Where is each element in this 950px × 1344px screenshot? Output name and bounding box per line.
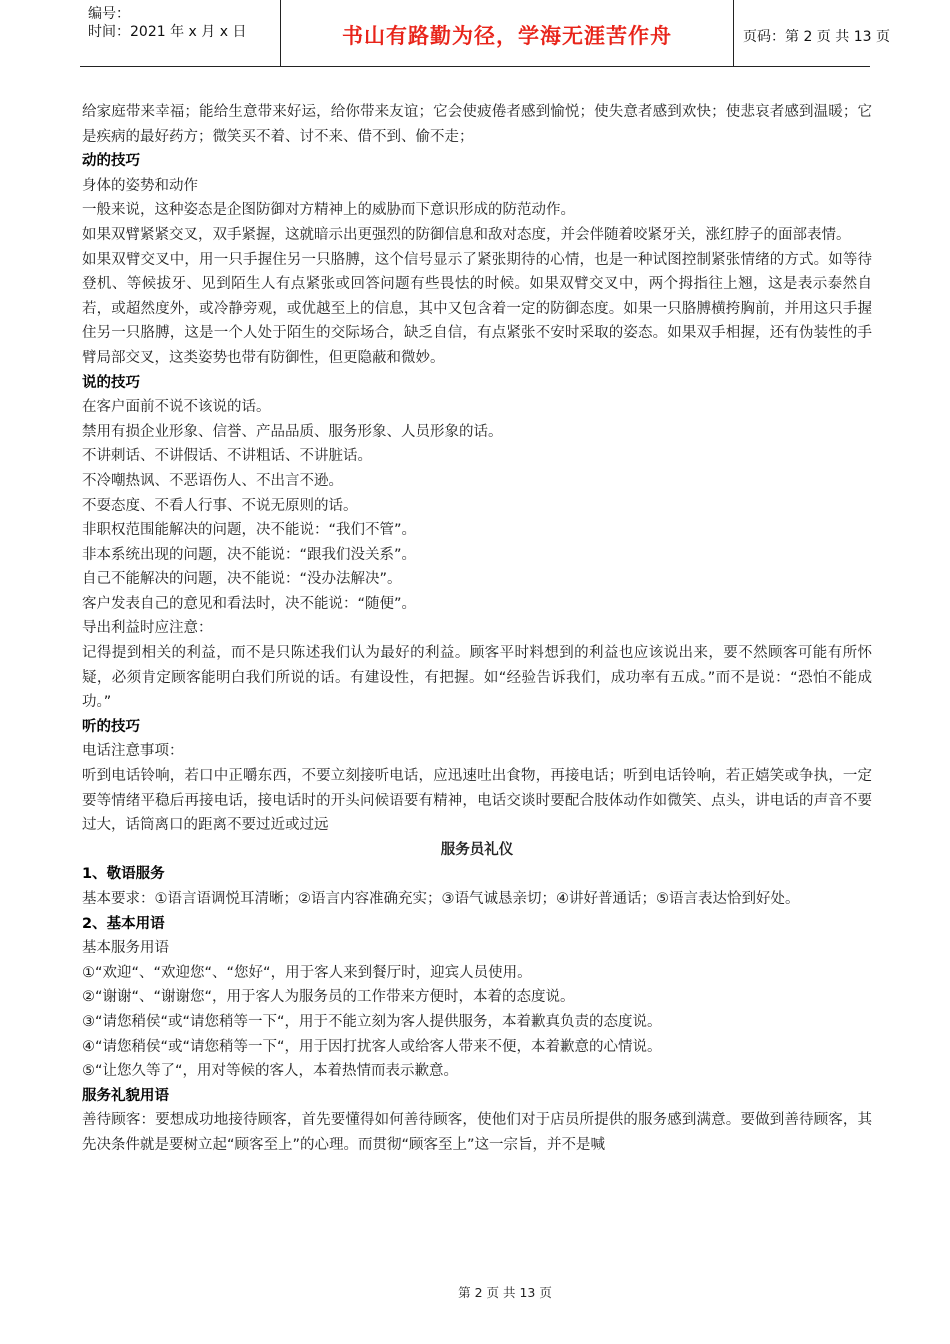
- paragraph: ①“欢迎“、“欢迎您“、“您好“，用于客人来到餐厅时，迎宾人员使用。: [82, 964, 532, 981]
- paragraph: 记得提到相关的利益，而不是只陈述我们认为最好的利益。顾客平时料想到的利益也应该说出来，要不然顾客可能有所怀疑，必须肯定顾客能明白我们所说的话。有建设性，有把握。如“经验告诉我们，成功率有五成。”而不是说：“恐怕不能成功。”: [82, 645, 872, 711]
- header-motto-cell: [280, 0, 734, 66]
- paragraph: 基本服务用语: [82, 940, 169, 957]
- paragraph: 听到电话铃响，若口中正嚼东西，不要立刻接听电话，应迅速吐出食物，再接电话；听到电话铃响，若正嬉笑或争执，一定要等情绪平稳后再接电话，接电话时的开头问候语要有精神，电话交谈时要配合肢体动作如微笑、点头，讲电话的声音不要过大，话筒离口的距离不要过近或过远: [82, 768, 872, 834]
- header-motto: 书山有路勤为径，学海无涯苦作舟: [342, 24, 672, 48]
- section-heading: 服务礼貌用语: [82, 1087, 169, 1104]
- section-heading: 听的技巧: [82, 718, 140, 735]
- page-header: [80, 0, 890, 67]
- document-time-label: 时间：2021 年 x 月 x 日: [88, 24, 247, 40]
- paragraph: ④“请您稍侯“或“请您稍等一下“，用于因打扰客人或给客人带来不便，本着歉意的心情说。: [82, 1038, 662, 1055]
- paragraph: 如果双臂交叉中，用一只手握住另一只胳膊，这个信号显示了紧张期待的心情，也是一种试图控制紧张情绪的方式。如等待登机、等候拔牙、见到陌生人有点紧张或回答问题有些畏怯的时候。如果双臂交叉中，两个拇指往上翘，这是表示泰然自若，或超然度外，或冷静旁观，或优越至上的信息，其中又包含着一定的防御态度。如果一只胳膊横挎胸前，并用这只手握住另一只胳膊，这是一个人处于陌生的交际场合，缺乏自信，有点紧张不安时采取的姿态。如果双手相握，还有伪装性的手臂局部交叉，这类姿势也带有防御性，但更隐蔽和微妙。: [82, 251, 872, 366]
- paragraph: 不冷嘲热讽、不恶语伤人、不出言不逊。: [82, 472, 343, 489]
- paragraph: ⑤“让您久等了“，用对等候的客人，本着热情而表示歉意。: [82, 1063, 459, 1080]
- page-footer: 第 2 页 共 13 页: [458, 1285, 552, 1300]
- paragraph: ②“谢谢“、“谢谢您“，用于客人为服务员的工作带来方便时，本着的态度说。: [82, 989, 575, 1006]
- paragraph: 不讲刺话、不讲假话、不讲粗话、不讲脏话。: [82, 448, 372, 465]
- paragraph: 非职权范围能解决的问题，决不能说：“我们不管”。: [82, 522, 417, 539]
- paragraph: 给家庭带来幸福；能给生意带来好运，给你带来友谊；它会使疲倦者感到愉悦；使失意者感到欢快；使悲哀者感到温暖；它是疾病的最好药方；微笑买不着、讨不来、借不到、偷不走；: [82, 104, 872, 145]
- paragraph: 电话注意事项：: [82, 743, 184, 760]
- paragraph: 客户发表自己的意见和看法时，决不能说：“随便”。: [82, 595, 417, 612]
- section-title: 服务员礼仪: [440, 841, 514, 858]
- document-number-label: 编号：: [88, 6, 130, 22]
- paragraph: 善待顾客：要想成功地接待顾客，首先要懂得如何善待顾客，使他们对于店员所提供的服务感到满意。要做到善待顾客，其先决条件就是要树立起“顾客至上”的心理。而贯彻“顾客至上”这一宗旨，并不是喊: [82, 1112, 872, 1153]
- paragraph: 在客户面前不说不该说的话。: [82, 399, 271, 416]
- section-heading: 1、敬语服务: [82, 866, 165, 883]
- paragraph: 不耍态度、不看人行事、不说无原则的话。: [82, 497, 358, 514]
- section-heading: 动的技巧: [82, 153, 140, 170]
- paragraph: 身体的姿势和动作: [82, 177, 198, 194]
- section-heading: 2、基本用语: [82, 915, 165, 932]
- paragraph: 禁用有损企业形象、信誉、产品品质、服务形象、人员形象的话。: [82, 423, 503, 440]
- paragraph: ③“请您稍侯“或“请您稍等一下“，用于不能立刻为客人提供服务，本着歉真负责的态度说。: [82, 1013, 662, 1030]
- header-page-number: 页码：第 2 页 共 13 页: [743, 29, 890, 45]
- paragraph: 一般来说，这种姿态是企图防御对方精神上的威胁而下意识形成的防范动作。: [82, 202, 575, 219]
- document-body: [82, 100, 872, 1158]
- paragraph: 基本要求：①语言语调悦耳清晰；②语言内容准确充实；③语气诚恳亲切；④讲好普通话；⑤语言表达恰到好处。: [82, 891, 800, 907]
- paragraph: 如果双臂紧紧交叉，双手紧握，这就暗示出更强烈的防御信息和敌对态度，并会伴随着咬紧牙关，涨红脖子的面部表情。: [82, 226, 851, 243]
- section-heading: 说的技巧: [82, 374, 140, 391]
- header-page-cell: [733, 0, 890, 66]
- paragraph: 导出利益时应注意：: [82, 620, 213, 637]
- header-meta-cell: [80, 0, 280, 66]
- paragraph: 非本系统出现的问题，决不能说：“跟我们没关系”。: [82, 546, 417, 563]
- paragraph: 自己不能解决的问题，决不能说：“没办法解决”。: [82, 571, 402, 588]
